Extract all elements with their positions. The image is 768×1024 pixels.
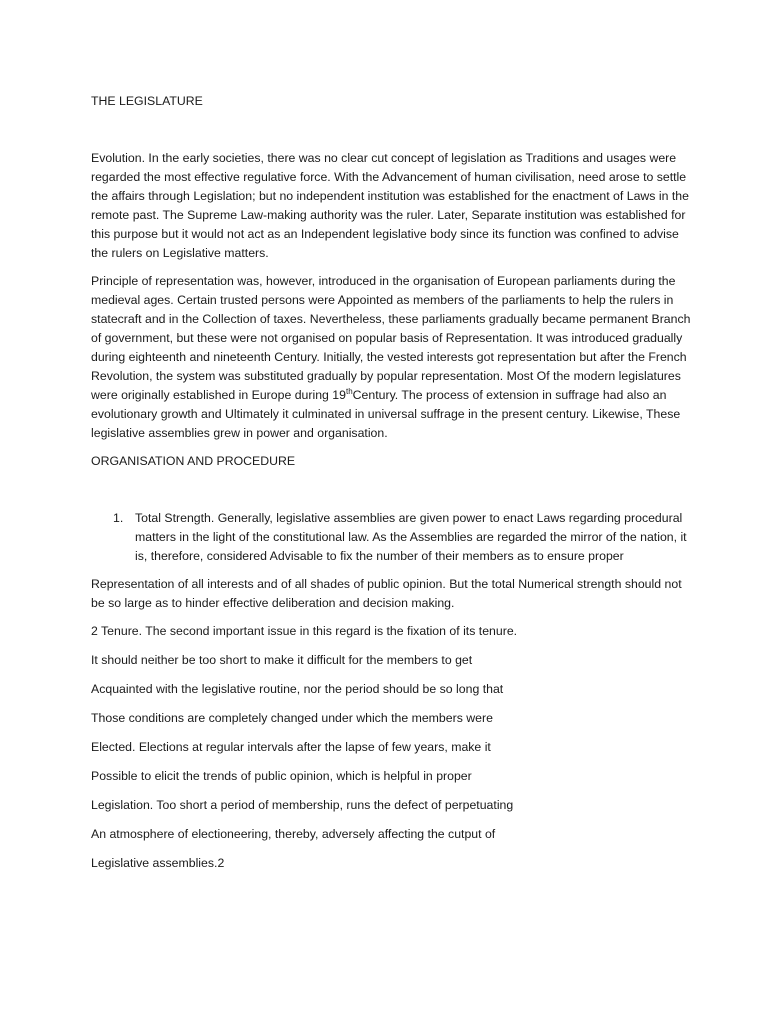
list-item <box>91 509 691 566</box>
tenure-line: Elected. Elections at regular intervals after the lapse of few years, make it <box>91 740 491 754</box>
list-item-number: 1. <box>113 511 124 525</box>
representation-text-after: Century. The process of extension in suffrage had also an evolutionary growth and Ultimately it culminated in universal suffrage in the present century. Likewise, These legislative assemblies grew in power and organisation. <box>91 388 681 440</box>
strength-paragraph: Representation of all interests and of all shades of public opinion. But the total Numerical strength should not be so large as to hinder effective deliberation and decision making. <box>91 577 682 610</box>
tenure-line: Legislation. Too short a period of membership, runs the defect of perpetuating <box>91 798 514 812</box>
list-item-text: Total Strength. Generally, legislative assemblies are given power to enact Laws regarding procedural matters in the light of the constitutional law. As the Assemblies are regarded the mirror of the nation, it is, therefore, considered Advisable to fix the number of their members as to ensure proper <box>135 511 687 563</box>
tenure-line: Those conditions are completely changed under which the members were <box>91 711 493 725</box>
representation-text-before: Principle of representation was, however, introduced in the organisation of European parliaments during the medieval ages. Certain trusted persons were Appointed as members of the parliaments to help the rulers in statecraft and in the Collection of taxes. Nevertheless, these parliaments gradually became permanent Branch of government, but these were not organised on popular basis of Representation. It was introduced gradually during eighteenth and nineteenth Century. Initially, the vested interests got representation but after the French Revolution, the system was substituted gradually by popular representation. Most Of the modern legislatures were originally established in Europe during 19 <box>91 274 691 402</box>
tenure-line: Possible to elicit the trends of public opinion, which is helpful in proper <box>91 769 472 783</box>
tenure-section <box>91 622 691 873</box>
tenure-line: Acquainted with the legislative routine, nor the period should be so long that <box>91 682 504 696</box>
document-title: THE LEGISLATURE <box>91 94 203 108</box>
tenure-line: An atmosphere of electioneering, thereby, adversely affecting the cutput of <box>91 827 496 841</box>
evolution-paragraph: Evolution. In the early societies, there was no clear cut concept of legislation as Traditions and usages were regarded the most effective regulative force. With the Advancement of human civilisation, need arose to settle the affairs through Legislation; but no independent institution was established for the enactment of Laws in the remote past. The Supreme Law-making authority was the ruler. Later, Separate institution was established for this purpose but it would not act as an Independent legislative body since its function was confined to advise the rulers on Legislative matters. <box>91 151 689 260</box>
document-body <box>91 92 691 883</box>
tenure-line: It should neither be too short to make it difficult for the members to get <box>91 653 473 667</box>
section-heading: ORGANISATION AND PROCEDURE <box>91 454 296 468</box>
tenure-line: 2 Tenure. The second important issue in this regard is the fixation of its tenure. <box>91 624 518 638</box>
century-superscript: th <box>345 386 353 396</box>
numbered-list <box>91 509 691 566</box>
tenure-line: Legislative assemblies.2 <box>91 856 225 870</box>
representation-paragraph <box>91 272 691 443</box>
